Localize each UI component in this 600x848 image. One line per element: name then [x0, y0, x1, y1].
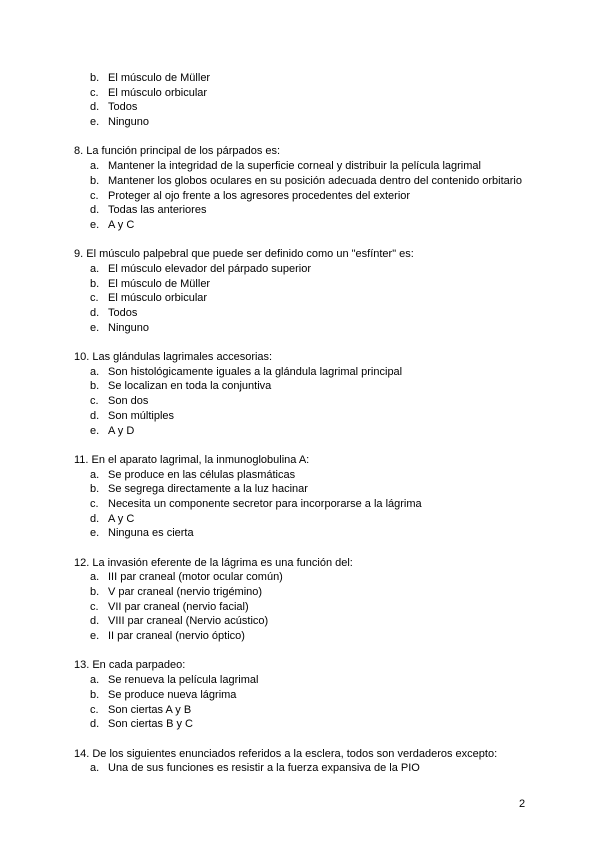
option-letter: b. [90, 380, 100, 393]
option-letter: d. [90, 615, 100, 628]
option-text: Mantener la integridad de la superficie corneal y distribuir la película lagrimal [108, 160, 481, 173]
option-letter: e. [90, 218, 100, 231]
answer-option [90, 394, 148, 408]
option-text: VII par craneal (nervio facial) [108, 600, 249, 613]
answer-option [90, 189, 410, 203]
option-text: III par craneal (motor ocular común) [108, 571, 283, 584]
option-letter: d. [90, 718, 100, 731]
option-text: Se produce nueva lágrima [108, 688, 237, 701]
option-letter: d. [90, 204, 100, 217]
option-text: Necesita un componente secretor para incorporarse a la lágrima [108, 497, 422, 510]
answer-option [90, 614, 268, 628]
option-text: Son ciertas A y B [108, 703, 192, 716]
question-text: 12. La invasión eferente de la lágrima es una función del: [74, 556, 353, 569]
option-letter: e. [90, 424, 100, 437]
option-letter: c. [90, 600, 99, 613]
answer-option [90, 218, 134, 232]
option-letter: e. [90, 321, 100, 334]
answer-option [90, 291, 207, 305]
option-text: A y D [108, 424, 135, 437]
option-letter: c. [90, 189, 99, 202]
option-letter: c. [90, 703, 99, 716]
option-text: Todos [108, 307, 138, 319]
answer-option [90, 306, 137, 320]
option-text: V par craneal (nervio trigémino) [108, 586, 263, 598]
answer-option [90, 673, 258, 687]
option-text: II par craneal (nervio óptico) [108, 630, 245, 643]
answer-option [90, 379, 271, 393]
answer-option [90, 688, 236, 702]
question-text: 11. En el aparato lagrimal, la inmunoglobulina A: [74, 453, 310, 466]
answer-option [90, 174, 522, 188]
option-text: Ninguno [108, 321, 149, 334]
question-text: 10. Las glándulas lagrimales accesorias: [74, 351, 273, 363]
option-text: Se produce en las células plasmáticas [108, 468, 296, 481]
option-letter: b. [90, 277, 100, 290]
option-text: Se localizan en toda la conjuntiva [108, 380, 272, 393]
answer-option [90, 365, 402, 379]
option-letter: b. [90, 586, 100, 598]
answer-option [90, 203, 206, 217]
option-text: Ninguno [108, 116, 149, 129]
option-text: El músculo orbicular [108, 86, 208, 99]
option-letter: c. [90, 497, 99, 510]
option-text: Todas las anteriores [108, 204, 207, 217]
option-text: El músculo de Müller [108, 72, 211, 84]
option-letter: b. [90, 174, 100, 187]
answer-option [90, 159, 481, 173]
option-letter: d. [90, 307, 100, 319]
answer-option [90, 262, 311, 276]
answer-option [90, 71, 210, 85]
answer-option [90, 409, 174, 423]
page-number: 2 [519, 798, 526, 810]
option-letter: a. [90, 160, 100, 173]
answer-option [90, 497, 422, 511]
option-text: Se segrega directamente a la luz hacinar [108, 483, 308, 496]
answer-option [90, 115, 149, 129]
option-text: Se renueva la película lagrimal [108, 674, 259, 687]
option-letter: b. [90, 688, 100, 701]
option-letter: c. [90, 292, 99, 305]
option-text: El músculo elevador del párpado superior [108, 262, 312, 275]
answer-option [90, 512, 134, 526]
option-letter: a. [90, 762, 100, 775]
answer-option [90, 424, 134, 438]
option-text: Ninguna es cierta [108, 527, 194, 540]
answer-option [90, 570, 283, 584]
answer-option [90, 468, 295, 482]
option-text: Mantener los globos oculares en su posición adecuada dentro del contenido orbitario [108, 174, 522, 187]
option-text: A y C [108, 512, 135, 525]
option-text: VIII par craneal (Nervio acústico) [108, 615, 269, 628]
answer-option [90, 585, 262, 599]
option-text: El músculo orbicular [108, 292, 208, 305]
answer-option [90, 717, 193, 731]
option-text: Son dos [108, 395, 149, 408]
option-letter: d. [90, 512, 100, 525]
option-letter: e. [90, 630, 100, 643]
question-text: 9. El músculo palpebral que puede ser definido como un "esfínter" es: [74, 248, 414, 261]
answer-option [90, 703, 191, 717]
option-letter: a. [90, 365, 100, 378]
option-text: Proteger al ojo frente a los agresores procedentes del exterior [108, 189, 411, 202]
option-letter: a. [90, 571, 100, 584]
answer-option [90, 761, 420, 775]
option-letter: a. [90, 468, 100, 481]
option-letter: b. [90, 483, 100, 496]
option-letter: e. [90, 527, 100, 540]
option-text: Son histológicamente iguales a la glándula lagrimal principal [108, 365, 403, 378]
option-letter: e. [90, 116, 100, 129]
answer-option [90, 482, 308, 496]
answer-option [90, 526, 194, 540]
option-letter: c. [90, 395, 99, 408]
option-text: Son ciertas B y C [108, 718, 193, 731]
answer-option [90, 86, 207, 100]
answer-option [90, 277, 210, 291]
question-text: 13. En cada parpadeo: [74, 659, 186, 672]
option-letter: d. [90, 409, 100, 422]
question-text: 8. La función principal de los párpados es: [74, 145, 281, 158]
answer-option [90, 321, 149, 335]
answer-option [90, 600, 249, 614]
option-text: A y C [108, 218, 135, 231]
answer-option [90, 100, 137, 114]
option-letter: a. [90, 674, 100, 687]
option-letter: c. [90, 86, 99, 99]
option-letter: d. [90, 101, 100, 114]
answer-option [90, 629, 245, 643]
option-letter: a. [90, 262, 100, 275]
option-text: Todos [108, 101, 138, 114]
option-text: Una de sus funciones es resistir a la fuerza expansiva de la PIO [108, 762, 420, 775]
option-text: Son múltiples [108, 409, 175, 422]
question-text: 14. De los siguientes enunciados referidos a la esclera, todos son verdaderos excepto: [74, 747, 498, 760]
option-text: El músculo de Müller [108, 277, 211, 290]
option-letter: b. [90, 72, 100, 84]
